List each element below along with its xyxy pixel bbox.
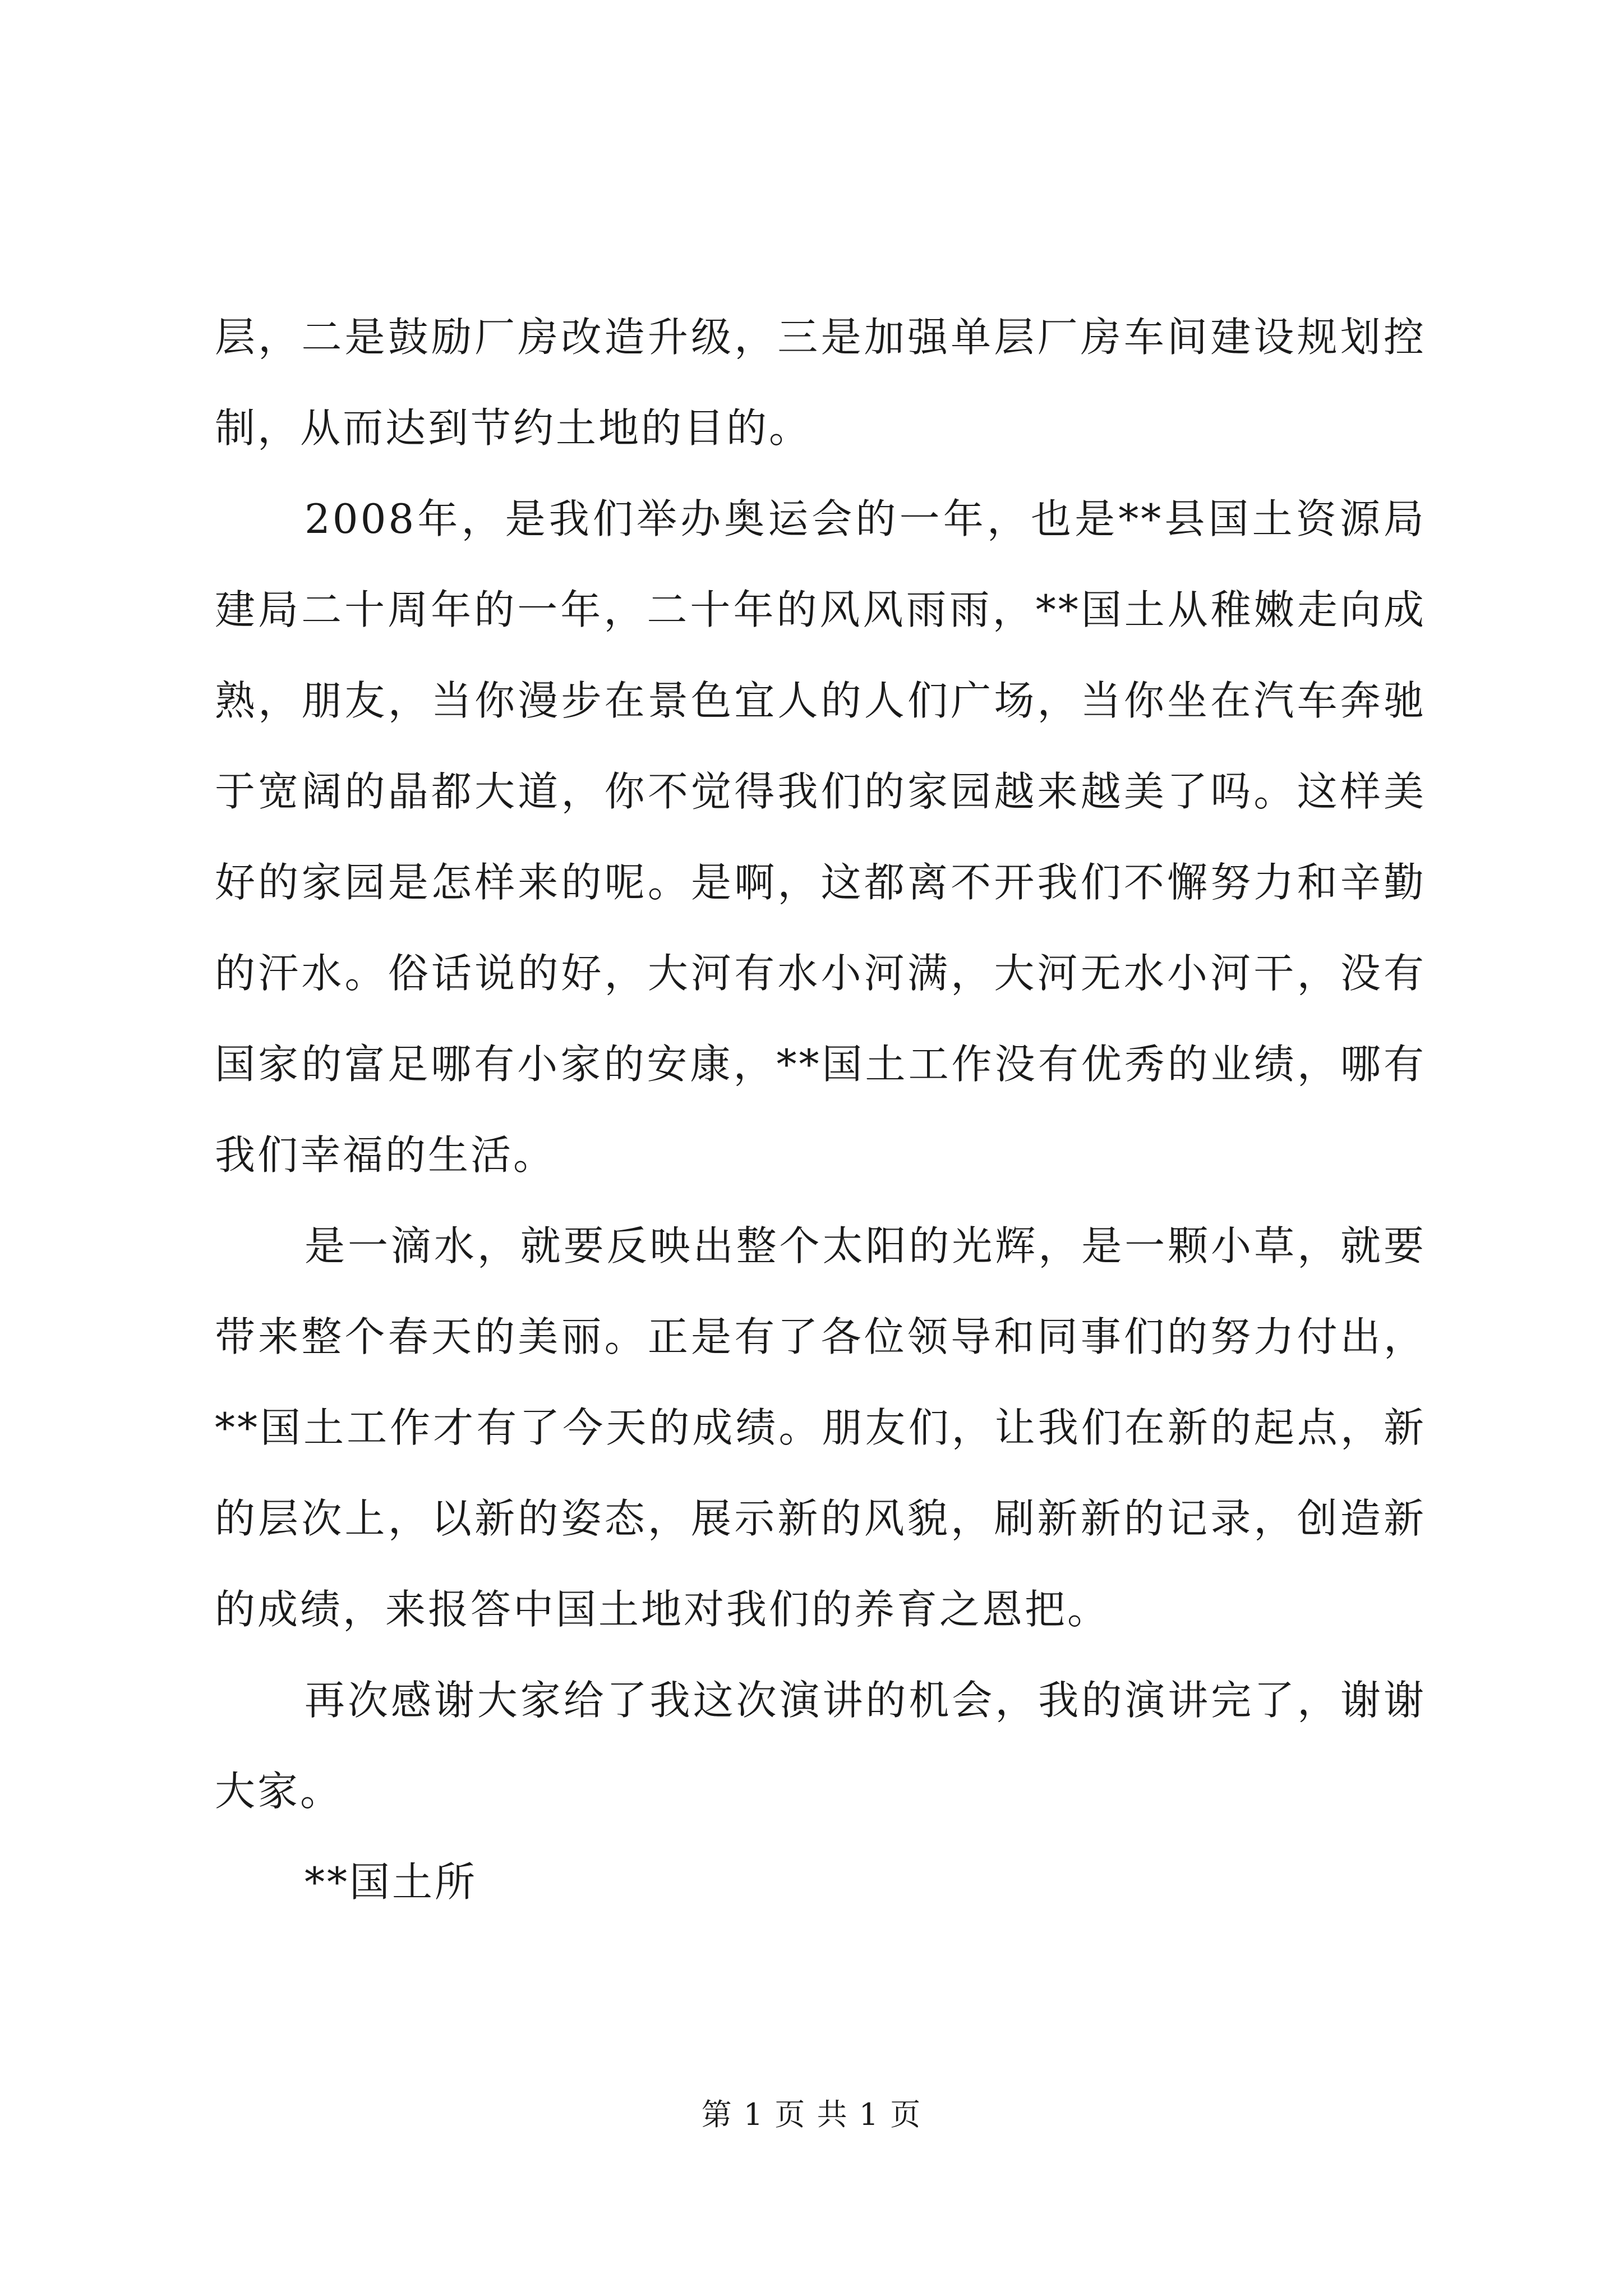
paragraph-olympics: 2008年，是我们举办奥运会的一年，也是**县国土资源局建局二十周年的一年，二十年的风风雨雨，**国土从稚嫩走向成熟，朋友，当你漫步在景色宜人的人们广场，当你坐在汽车奔驰于宽阔的晶都大道，你不觉得我们的家园越来越美了吗。这样美好的家园是怎样来的呢。是啊，这都离不开我们不懈努力和辛勤的汗水。俗话说的好，大河有水小河满，大河无水小河干，没有国家的富足哪有小家的安康，**国土工作没有优秀的业绩，哪有我们幸福的生活。 [215, 495, 1426, 1179]
document-body [215, 292, 1426, 1927]
signature-line: **国土所 [305, 1858, 478, 1906]
paragraph-thanks: 再次感谢大家给了我这次演讲的机会，我的演讲完了，谢谢大家。 [215, 1677, 1426, 1815]
paragraph-continuation: 层，二是鼓励厂房改造升级，三是加强单层厂房车间建设规划控制，从而达到节约土地的目的。 [215, 314, 1426, 452]
paragraph-sunshine: 是一滴水，就要反映出整个太阳的光辉，是一颗小草，就要带来整个春天的美丽。正是有了各位领导和同事们的努力付出，**国土工作才有了今天的成绩。朋友们，让我们在新的起点，新的层次上，以新的姿态，展示新的风貌，刷新新的记录，创造新的成绩，来报答中国土地对我们的养育之恩把。 [215, 1222, 1426, 1633]
page-footer: 第 1 页 共 1 页 [701, 2097, 922, 2132]
